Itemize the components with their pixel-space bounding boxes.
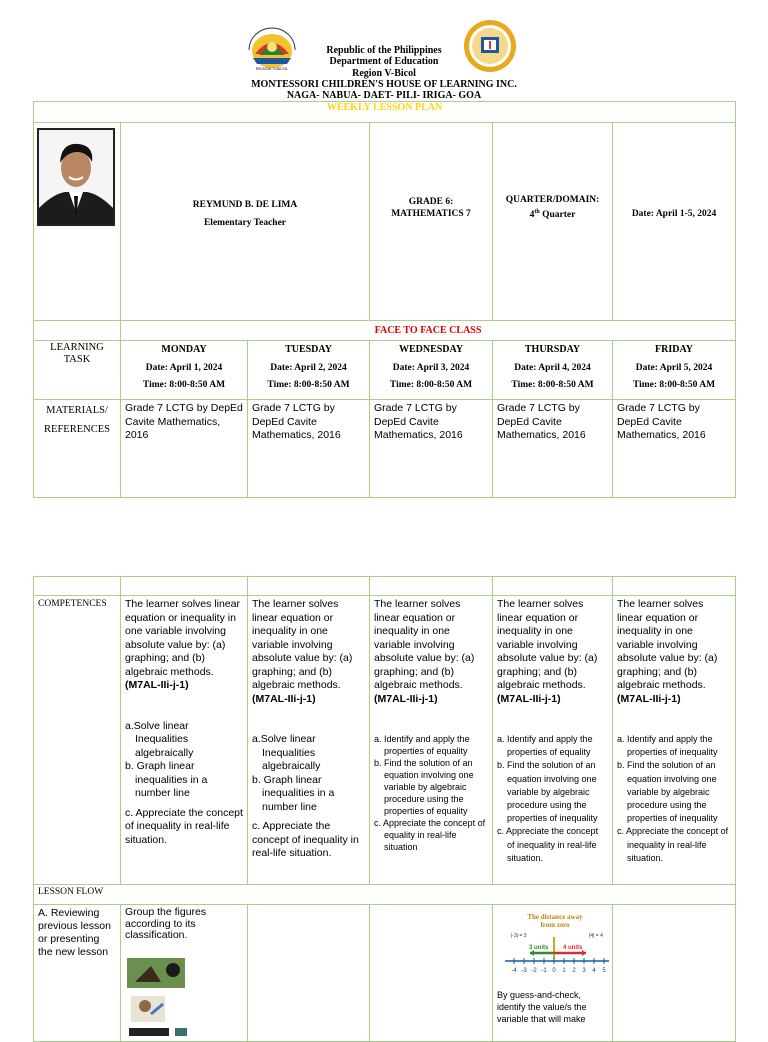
lesson-flow-label: LESSON FLOW <box>34 885 736 905</box>
review-wednesday <box>370 905 493 1042</box>
number-line-tick-label: -2 <box>531 968 537 974</box>
day-header-thursday: THURSDAY Date: April 4, 2024 Time: 8:00-8:50 AM <box>493 341 613 400</box>
materials-monday: Grade 7 LCTG by DepEd Cavite Mathematics, 2016 <box>121 400 248 498</box>
teacher-photo-cell <box>34 123 121 321</box>
weekly-lesson-plan-title: WEEKLY LESSON PLAN <box>34 102 736 123</box>
materials-label: MATERIALS/ REFERENCES <box>34 400 121 498</box>
number-line-tick-label: 5 <box>602 968 606 974</box>
number-line-tick-label: 3 <box>582 968 586 974</box>
abs-left: |-3| = 3 <box>511 933 527 939</box>
competence-wednesday: The learner solves linear equation or inequality in one variable involving absolute value by: (a) graphing; and (b) algebraic methods. (M7AL-IIi-j-1) a. Identify and apply the properties of equality b. Find the solution of an equation involving one variable by algebraic procedure using the properties of equality c. Appreciate the concept of equality in real-life situation <box>370 596 493 885</box>
header-republic: Republic of the Philippines <box>326 45 442 56</box>
competence-friday: The learner solves linear equation or inequality in one variable involving absolute value by: (a) graphing; and (b) algebraic methods. (M7AL-IIi-j-1) a. Identify and apply the properties of inequality b. Find the solution of an equation involving one variable by algebraic procedure using the properties of inequality c. Appreciate the concept of inequality in real-life situation. <box>613 596 736 885</box>
materials-thursday: Grade 7 LCTG by DepEd Cavite Mathematics, 2016 <box>493 400 613 498</box>
day-header-wednesday: WEDNESDAY Date: April 3, 2024 Time: 8:00-8:50 AM <box>370 341 493 400</box>
number-line-tick-label: -1 <box>541 968 547 974</box>
date-range: Date: April 1-5, 2024 <box>613 123 736 321</box>
lesson-plan-table-bottom <box>33 576 736 1042</box>
number-line-tick-label: -4 <box>511 968 517 974</box>
competences-label: COMPETENCES <box>34 596 121 885</box>
face-to-face-label: FACE TO FACE CLASS <box>121 321 736 341</box>
review-label: A. Reviewing previous lesson or presenting the new lesson <box>34 905 121 1042</box>
header-campuses: NAGA- NABUA- DAET- PILI- IRIGA- GOA <box>286 90 482 101</box>
number-line-tick-label: 1 <box>562 968 566 974</box>
abs-right: |4| = 4 <box>589 933 603 939</box>
lesson-plan-table-top <box>33 101 736 498</box>
number-line-figure <box>497 911 611 985</box>
header-department: Department of Education <box>329 56 439 67</box>
grade-info <box>370 123 493 321</box>
materials-tuesday: Grade 7 LCTG by DepEd Cavite Mathematics, 2016 <box>248 400 370 498</box>
number-line-tick-label: 2 <box>572 968 576 974</box>
day-header-friday: FRIDAY Date: April 5, 2024 Time: 8:00-8:50 AM <box>613 341 736 400</box>
review-thursday <box>493 905 613 1042</box>
teacher-name: REYMUND B. DE LIMA <box>192 199 298 210</box>
number-line-title-2: from zero <box>540 921 570 929</box>
materials-friday: Grade 7 LCTG by DepEd Cavite Mathematics, 2016 <box>613 400 736 498</box>
grade-line-2: MATHEMATICS 7 <box>391 208 471 219</box>
number-line-tick-label: 4 <box>592 968 596 974</box>
deped-logo-text: REGION V-BICOL <box>255 66 289 71</box>
materials-wednesday: Grade 7 LCTG by DepEd Cavite Mathematics, 2016 <box>370 400 493 498</box>
quarter-label: QUARTER/DOMAIN: <box>505 194 600 205</box>
blank-cell <box>34 321 121 341</box>
units-left: 3 units <box>529 945 549 951</box>
quarter-value: 4th Quarter <box>529 208 576 221</box>
day-header-monday: MONDAY Date: April 1, 2024 Time: 8:00-8:50 AM <box>121 341 248 400</box>
day-header-tuesday: TUESDAY Date: April 2, 2024 Time: 8:00-8:50 AM <box>248 341 370 400</box>
number-line-title-1: The distance away <box>527 913 583 921</box>
header-region: Region V-Bicol <box>352 68 416 79</box>
review-tuesday <box>248 905 370 1042</box>
number-line-tick-label: 0 <box>552 968 556 974</box>
classification-figures <box>125 956 243 1039</box>
thursday-review-text: By guess-and-check, identify the value/s the variable that will make <box>497 990 587 1024</box>
competence-thursday: The learner solves linear equation or inequality in one variable involving absolute value by: (a) graphing; and (b) algebraic methods. (M7AL-IIi-j-1) a. Identify and apply the properties of equality b. Find the solution of an equation involving one variable by algebraic procedure using the properties of inequality c. Appreciate the concept of inequality in real-life situation. <box>493 596 613 885</box>
units-right: 4 units <box>563 945 583 951</box>
header-school: MONTESSORI CHILDREN'S HOUSE OF LEARNING INC. <box>251 79 517 90</box>
competence-monday: The learner solves linear equation or inequality in one variable involving absolute value by: (a) graphing; and (b) algebraic methods. (M7AL-IIi-j-1) a.Solve linear Inequalities algebraically b. Graph linear inequalities in a number line c. Appreciate the concept of inequality in real-life situation. <box>121 596 248 885</box>
review-monday: Group the figures according to its classification. <box>121 905 248 1042</box>
learning-task-label: LEARNING TASK <box>34 341 121 400</box>
number-line-tick-label: -3 <box>521 968 527 974</box>
teacher-role: Elementary Teacher <box>203 217 287 228</box>
teacher-info <box>121 123 370 321</box>
review-friday <box>613 905 736 1042</box>
grade-line-1: GRADE 6: <box>408 196 454 207</box>
teacher-photo <box>37 128 115 226</box>
competence-tuesday: The learner solves linear equation or inequality in one variable involving absolute value by: (a) graphing; and (b) algebraic methods. (M7AL-IIi-j-1) a.Solve linear Inequalities algebraically b. Graph linear inequalities in a number line c. Appreciate the concept of inequality in real-life situation. <box>248 596 370 885</box>
quarter-info <box>493 123 613 321</box>
